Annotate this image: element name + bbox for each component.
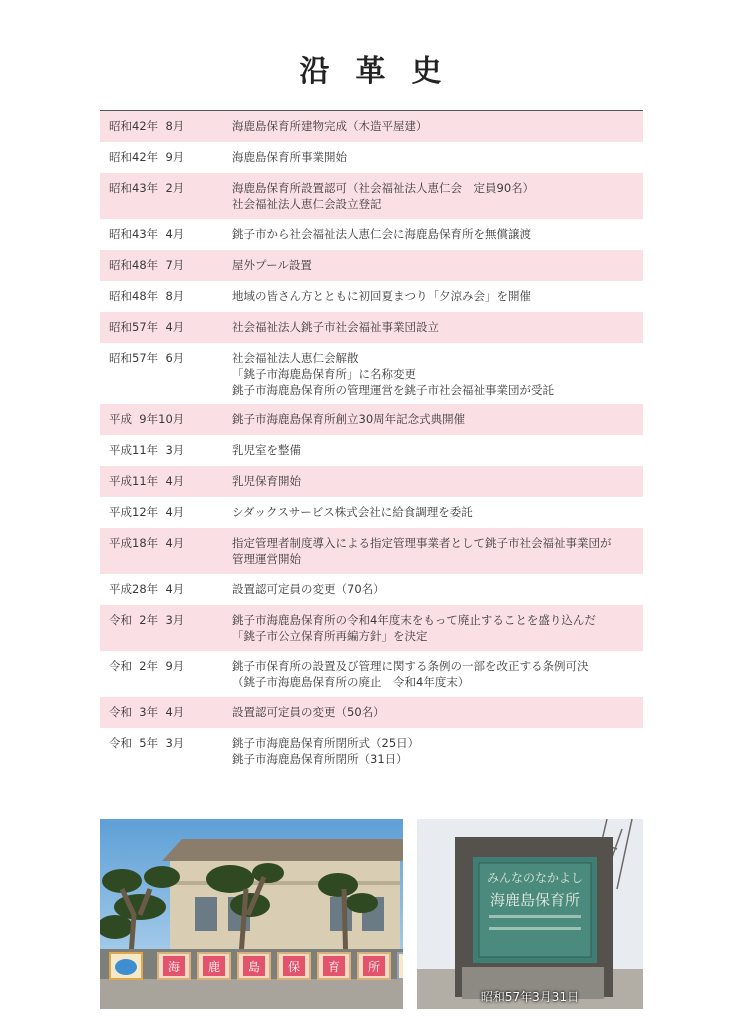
history-row xyxy=(100,250,643,281)
sign-tile-char: 所 xyxy=(367,960,381,974)
history-row xyxy=(100,435,643,466)
history-date: 昭和42年 9月 xyxy=(109,150,185,164)
sign-tile-char: 保 xyxy=(287,960,301,974)
history-event-line: 銚子市保育所の設置及び管理に関する条例の一部を改正する条例可決 xyxy=(232,659,589,673)
history-date: 平成18年 4月 xyxy=(109,536,185,550)
history-date: 平成12年 4月 xyxy=(109,505,185,519)
history-event-line: 海鹿島保育所設置認可（社会福祉法人恵仁会 定員90名） xyxy=(232,181,535,195)
history-date: 平成11年 4月 xyxy=(109,474,185,488)
history-row xyxy=(100,728,643,774)
history-date: 令和 3年 4月 xyxy=(109,705,185,719)
history-event xyxy=(232,411,643,435)
history-event xyxy=(232,180,643,219)
monument-name: 海鹿島保育所 xyxy=(489,891,581,909)
history-date: 昭和43年 2月 xyxy=(109,181,185,195)
history-event xyxy=(232,442,643,466)
history-event xyxy=(232,226,643,250)
history-event xyxy=(232,704,643,728)
history-event-line: 社会福祉法人銚子市社会福祉事業団設立 xyxy=(232,320,439,334)
history-event-line: 銚子市海鹿島保育所の令和4年度末をもって廃止することを盛り込んだ xyxy=(232,613,596,627)
history-event-line: 銚子市海鹿島保育所創立30周年記念式典開催 xyxy=(232,412,466,426)
history-date: 令和 2年 3月 xyxy=(109,613,185,627)
history-row xyxy=(100,528,643,574)
history-event-line: 屋外プール設置 xyxy=(232,258,312,272)
monument-script: みんなのなかよし xyxy=(486,871,584,885)
history-row xyxy=(100,574,643,605)
history-event-line: 管理運営開始 xyxy=(232,552,301,566)
history-event-line: 銚子市海鹿島保育所閉所式（25日） xyxy=(232,736,420,750)
history-event-line: 社会福祉法人恵仁会設立登記 xyxy=(232,197,382,211)
history-event-line: 社会福祉法人恵仁会解散 xyxy=(232,351,359,365)
history-event-line: 銚子市海鹿島保育所の管理運営を銚子市社会福祉事業団が受託 xyxy=(232,383,554,397)
history-row xyxy=(100,466,643,497)
sign-tile-char: 育 xyxy=(327,960,341,974)
history-event-line: 銚子市海鹿島保育所閉所（31日） xyxy=(232,752,408,766)
history-event-line: 乳児保育開始 xyxy=(232,474,301,488)
sign-tile-char: 海 xyxy=(167,960,181,974)
history-event xyxy=(232,319,643,343)
history-date: 平成 9年10月 xyxy=(109,412,185,426)
history-row xyxy=(100,142,643,173)
history-row xyxy=(100,497,643,528)
history-event xyxy=(232,735,643,774)
history-row xyxy=(100,173,643,219)
history-table xyxy=(100,110,643,774)
history-row xyxy=(100,312,643,343)
history-event xyxy=(232,149,643,173)
history-date: 昭和42年 8月 xyxy=(109,119,185,133)
history-event-line: 地域の皆さん方とともに初回夏まつり「夕涼み会」を開催 xyxy=(232,289,531,303)
history-row xyxy=(100,219,643,250)
history-event-line: 乳児室を整備 xyxy=(232,443,301,457)
history-event xyxy=(232,473,643,497)
mascot-icon xyxy=(115,959,137,975)
history-event xyxy=(232,581,643,605)
history-event-line: 「銚子市公立保育所再編方針」を決定 xyxy=(232,629,428,643)
history-event-line: 「銚子市海鹿島保育所」に名称変更 xyxy=(232,367,416,381)
history-row xyxy=(100,697,643,728)
history-row xyxy=(100,281,643,312)
history-row xyxy=(100,651,643,697)
history-event-line: シダックスサービス株式会社に給食調理を委託 xyxy=(232,505,473,519)
history-event xyxy=(232,535,643,574)
history-event-line: 海鹿島保育所事業開始 xyxy=(232,150,347,164)
history-event-line: 設置認可定員の変更（70名） xyxy=(232,582,385,596)
history-event xyxy=(232,350,643,404)
bird-sign-tile xyxy=(398,953,403,979)
history-date: 昭和57年 6月 xyxy=(109,351,185,365)
building-photo xyxy=(100,819,403,1009)
history-row xyxy=(100,111,643,142)
history-row xyxy=(100,404,643,435)
history-date: 令和 5年 3月 xyxy=(109,736,185,750)
history-event xyxy=(232,504,643,528)
history-date: 昭和57年 4月 xyxy=(109,320,185,334)
history-event-line: （銚子市海鹿島保育所の廃止 令和4年度末） xyxy=(232,675,470,689)
monument-photo xyxy=(417,819,643,1009)
history-event xyxy=(232,118,643,142)
monument-date-caption: 昭和57年3月31日 xyxy=(480,990,580,1004)
history-event xyxy=(232,612,643,651)
sign-tile-char: 島 xyxy=(247,960,261,974)
history-event-line: 設置認可定員の変更（50名） xyxy=(232,705,385,719)
history-row xyxy=(100,343,643,404)
history-date: 昭和48年 7月 xyxy=(109,258,185,272)
history-date: 令和 2年 9月 xyxy=(109,659,185,673)
history-event-line: 指定管理者制度導入による指定管理事業者として銚子市社会福祉事業団が xyxy=(232,536,612,550)
history-date: 平成11年 3月 xyxy=(109,443,185,457)
history-event xyxy=(232,257,643,281)
history-event xyxy=(232,288,643,312)
history-event-line: 海鹿島保育所建物完成（木造平屋建） xyxy=(232,119,428,133)
page-title: 沿革史 xyxy=(299,54,468,89)
history-date: 平成28年 4月 xyxy=(109,582,185,596)
sign-tile-char: 鹿 xyxy=(207,960,221,974)
history-date: 昭和43年 4月 xyxy=(109,227,185,241)
history-event-line: 銚子市から社会福祉法人恵仁会に海鹿島保育所を無償譲渡 xyxy=(232,227,531,241)
history-date: 昭和48年 8月 xyxy=(109,289,185,303)
history-row xyxy=(100,605,643,651)
history-event xyxy=(232,658,643,697)
